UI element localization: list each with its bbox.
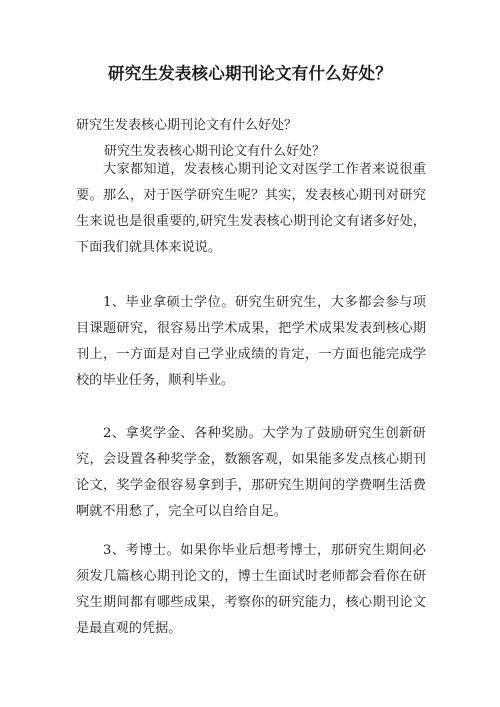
paragraph-point-1: 1、毕业拿硕士学位。研究生研究生，大多都会参与项目课题研究，很容易出学术成果，把学术成果发表到核心期刊上，一方面是对自己学业成绩的肯定，一方面也能完成学校的毕业任务，顺利毕业。 xyxy=(76,295,426,388)
paragraph-point-3: 3、考博士。如果你毕业后想考博士，那研究生期间必须发几篇核心期刊论文的，博士生面试时老师都会看你在研究生期间都有哪些成果，考察你的研究能力，核心期刊论文是最直观的凭据。 xyxy=(76,543,426,636)
subtitle-line-2: 研究生发表核心期刊论文有什么好处？ xyxy=(104,144,326,159)
paragraph-point-2: 2、拿奖学金、各种奖励。大学为了鼓励研究生创新研究，会设置各种奖学金，数额客观，如果能多发点核心期刊论文，奖学金很容易拿到手，那研究生期间的学费啊生活费啊就不用愁了，完全可以自给自足。 xyxy=(76,426,426,519)
subtitle-line-1: 研究生发表核心期刊论文有什么好处？ xyxy=(76,118,298,133)
document-title: 研究生发表核心期刊论文有什么好处？ xyxy=(108,64,392,83)
paragraph-intro: 大家都知道，发表核心期刊论文对医学工作者来说很重要。那么，对于医学研究生呢？其实，发表核心期刊对研究生来说也是很重要的,研究生发表核心期刊论文有诸多好处，下面我们就具体来说说。 xyxy=(76,162,426,255)
